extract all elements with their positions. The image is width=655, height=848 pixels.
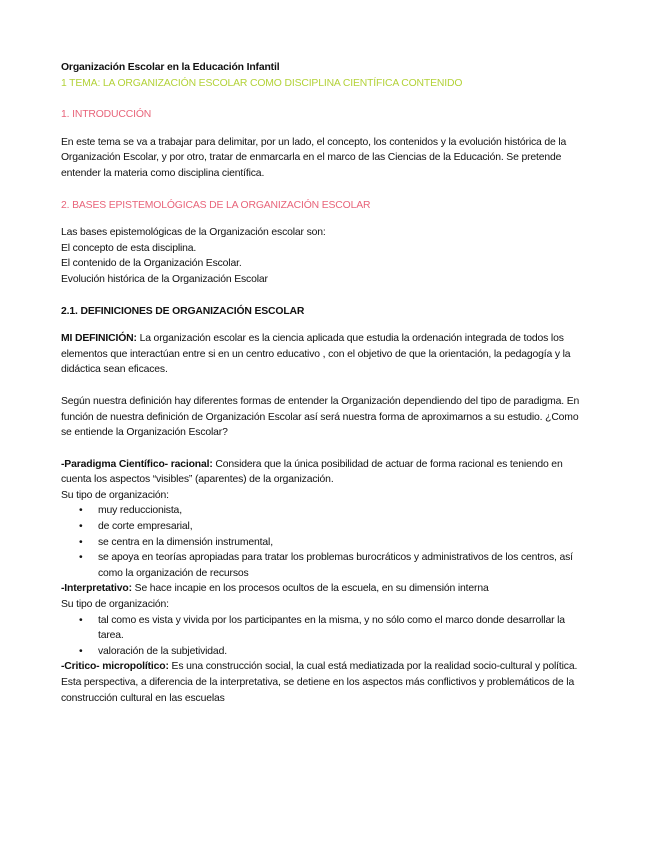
bases-line: Evolución histórica de la Organización Escolar [61, 273, 268, 285]
definiciones-heading: 2.1. DEFINICIONES DE ORGANIZACIÓN ESCOLAR [61, 305, 305, 317]
paradigma-cientifico-label: -Paradigma Científico- racional: [61, 458, 213, 470]
intro-paragraph: En este tema se va a trabajar para delimitar, por un lado, el concepto, los contenidos y la evolución histórica de la Organización Escolar, y por otro, tratar de enmarcarla en el marco de las Ciencias de la Educación. Se pretende entender la materia como disciplina científica. [61, 136, 567, 179]
list-item: • se centra en la dimensión instrumental, [61, 535, 591, 551]
bases-line: El contenido de la Organización Escolar. [61, 258, 242, 270]
list-item: • muy reduccionista, [61, 503, 591, 519]
mi-definicion-paragraph [61, 331, 591, 378]
list-item: • valoración de la subjetividad. [61, 644, 591, 660]
mi-definicion-text: La organización escolar es la ciencia aplicada que estudia la ordenación integrada de todos los elementos que interactúan entre si en un centro educativo , con el objetivo de que la orientación, la pedagogía y la didáctica sean eficaces. [61, 333, 571, 376]
paradigma-cientifico-text: Considera que la única posibilidad de actuar de forma racional es teniendo en cuenta los aspectos “visibles” (aparentes) de la organización. [61, 458, 563, 486]
document-title: Organización Escolar en la Educación Infantil [61, 62, 280, 73]
paradigma-cientifico-paragraph [61, 457, 591, 488]
tema-heading: 1 TEMA: LA ORGANIZACIÓN ESCOLAR COMO DISCIPLINA CIENTÍFICA CONTENIDO [61, 77, 463, 89]
bases-line: Las bases epistemológicas de la Organización escolar son: [61, 227, 326, 239]
interpretativo-text: Se hace incapie en los procesos ocultos de la escuela, en su dimensión interna [131, 583, 489, 595]
tipo-organizacion-label: Su tipo de organización: [61, 599, 169, 611]
list-item: • de corte empresarial, [61, 519, 591, 535]
bases-heading: 2. BASES EPISTEMOLÓGICAS DE LA ORGANIZACIÓN ESCOLAR [61, 199, 371, 211]
bullet-icon: • [79, 521, 83, 533]
tipo-organizacion-label: Su tipo de organización: [61, 489, 169, 501]
bullet-icon: • [79, 505, 83, 517]
segun-paragraph: Según nuestra definición hay diferentes formas de entender la Organización dependiendo del tipo de paradigma. En función de nuestra definición de Organización Escolar así será nuestra forma de aproximarnos a su estudio. ¿Como se entiende la Organización Escolar? [61, 395, 580, 439]
critico-text: Es una construcción social, la cual está mediatizada por la realidad socio-cultural y política. Esta perspectiva, a diferencia de la interpretativa, se detiene en los aspectos más conflictivos y problemáticos de la construcción cultural en las escuelas [61, 661, 578, 704]
critico-paragraph [61, 659, 591, 706]
list-item: • se apoya en teorías apropiadas para tratar los problemas burocráticos y administrativos de los centros, así como la organización de recursos [79, 552, 573, 579]
bases-line: El concepto de esta disciplina. [61, 242, 197, 254]
list-item: • tal como es vista y vivida por los participantes en la misma, y no sólo como el marco donde desarrollar la tarea. [79, 614, 565, 642]
critico-label: -Critico- micropolítico: [61, 661, 169, 673]
intro-heading: 1. INTRODUCCIÓN [61, 109, 152, 121]
bullet-icon: • [79, 536, 83, 548]
mi-definicion-label: MI DEFINICIÓN: [61, 333, 137, 345]
cientifico-list [61, 503, 591, 581]
bullet-icon: • [79, 645, 83, 657]
document-body [61, 60, 591, 706]
bullet-icon: • [79, 552, 83, 564]
interpretativo-list [61, 613, 591, 660]
interpretativo-label: -Interpretativo: [61, 583, 132, 595]
bullet-icon: • [79, 614, 83, 626]
interpretativo-paragraph [61, 581, 591, 597]
